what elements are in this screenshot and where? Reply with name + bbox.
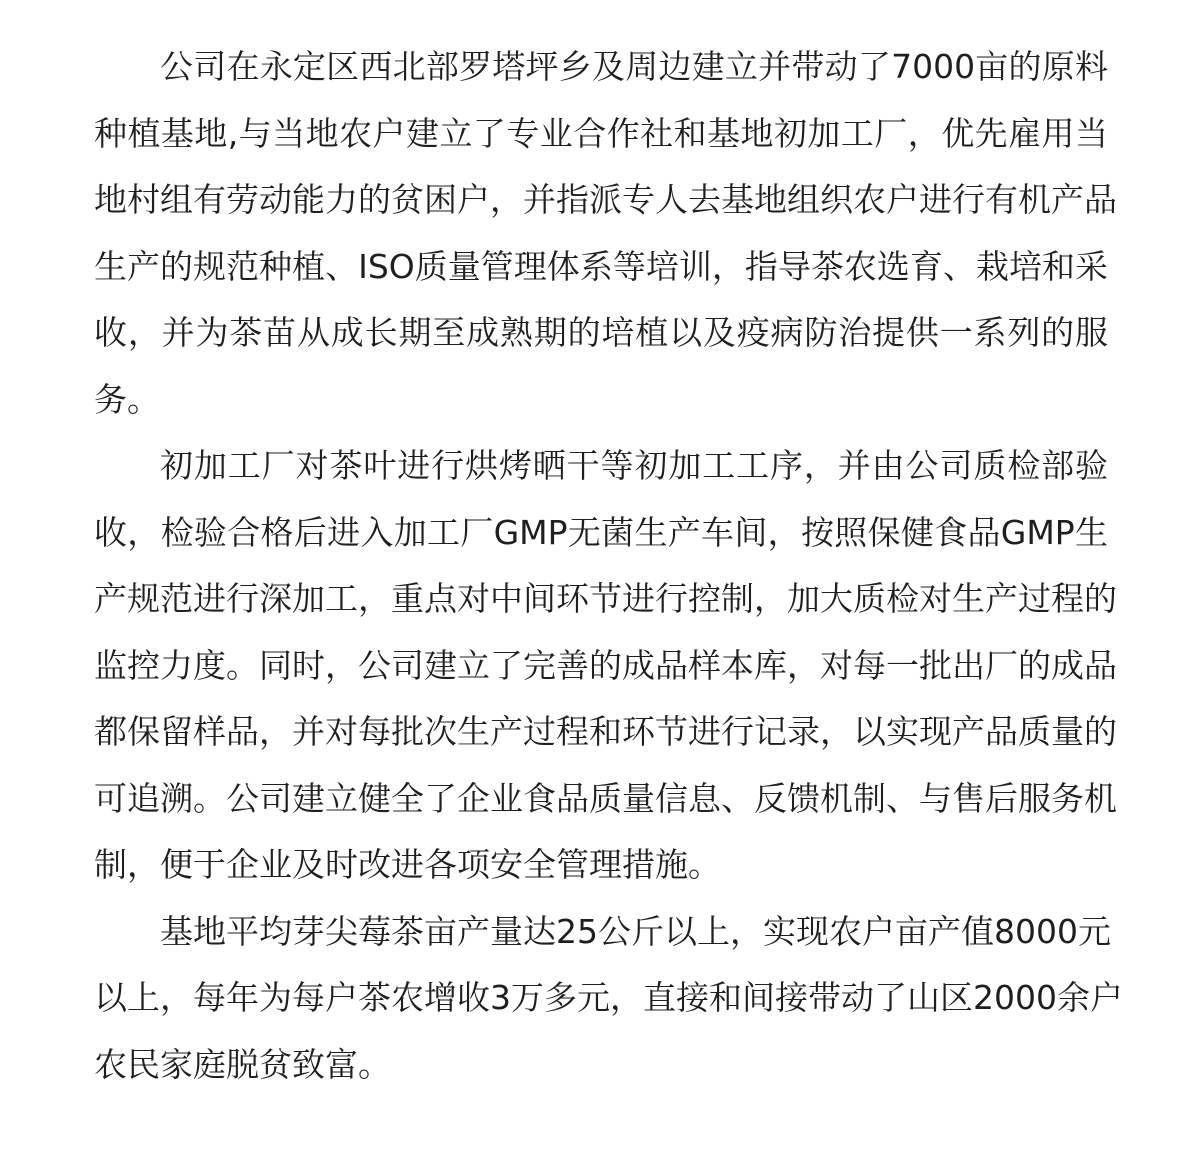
text-line: 基地平均芽尖莓茶亩产量达25公斤以上，实现农户亩产值8000元 [160, 911, 1111, 951]
text-line: 公司在永定区西北部罗塔坪乡及周边建立并带动了7000亩的原料 [160, 47, 1108, 86]
text-line: 以上，每年为每户茶农增收3万多元，直接和间接带动了山区2000余户 [94, 978, 1123, 1017]
text-line: 监控力度。同时，公司建立了完善的成品样本库，对每一批出厂的成品 [94, 645, 1117, 685]
text-line: 生产的规范种植、ISO质量管理体系等培训，指导茶农选育、栽培和采 [94, 246, 1108, 286]
paragraph [94, 899, 1123, 1099]
text-line: 收，并为茶苗从成长期至成熟期的培植以及疫病防治提供一系列的服 [94, 313, 1108, 352]
text-line: 地村组有劳动能力的贫困户，并指派专人去基地组织农户进行有机产品 [94, 180, 1117, 219]
text-line: 都保留样品，并对每批次生产过程和环节进行记录，以实现产品质量的 [94, 712, 1117, 751]
text-line: 产规范进行深加工，重点对中间环节进行控制，加大质检对生产过程的 [94, 579, 1117, 618]
paragraph [94, 34, 1117, 433]
paragraph [94, 433, 1117, 899]
text-line: 制，便于企业及时改进各项安全管理措施。 [94, 845, 721, 884]
text-line: 种植基地,与当地农户建立了专业合作社和基地初加工厂，优先雇用当 [94, 113, 1108, 153]
text-line: 农民家庭脱贫致富。 [94, 1044, 391, 1084]
text-line: 务。 [94, 379, 160, 419]
text-line: 初加工厂对茶叶进行烘烤晒干等初加工工序，并由公司质检部验 [160, 446, 1108, 485]
article-body [94, 34, 1123, 1098]
text-line: 可追溯。公司建立健全了企业食品质量信息、反馈机制、与售后服务机 [94, 778, 1117, 818]
text-line: 收，检验合格后进入加工厂GMP无菌生产车间，按照保健食品GMP生 [94, 512, 1108, 552]
